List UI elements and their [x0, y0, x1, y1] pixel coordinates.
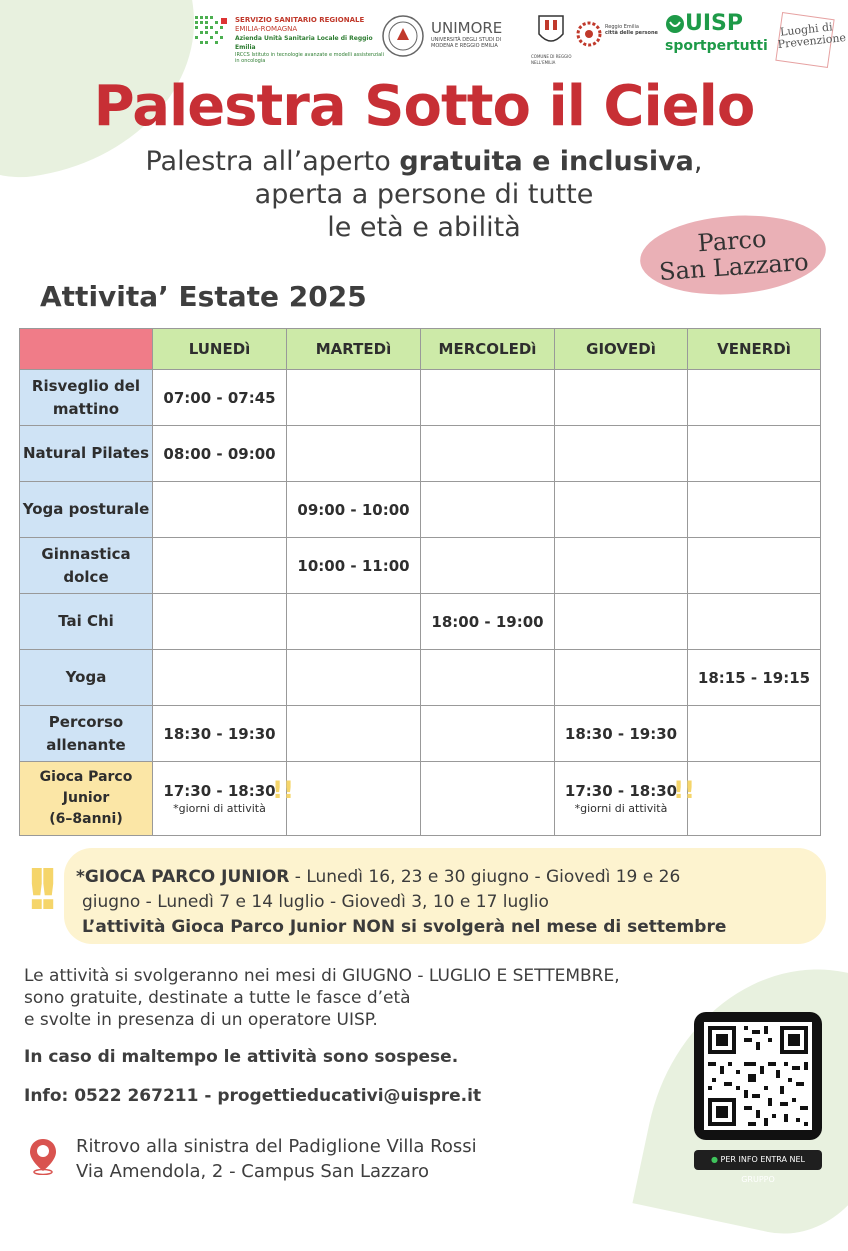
activity-name-line-2: Junior [62, 790, 110, 806]
time-slot: 18:00 - 19:00 [421, 594, 555, 650]
time-slot [421, 706, 555, 762]
schedule-row [20, 426, 821, 482]
time-slot-text: 17:30 - 18:30 [564, 782, 678, 800]
time-slot [555, 482, 688, 538]
contact-info: Info: 0522 267211 - progettieducativi@uispre.it [24, 1086, 482, 1106]
reggio-name: Reggio Emilia [605, 24, 639, 30]
uisp-emblem-icon [665, 14, 685, 34]
subtitle-line-3: le età e abilità [327, 212, 521, 243]
activity-name [20, 370, 153, 426]
time-slot: 09:00 - 10:00 [287, 482, 421, 538]
time-slot [688, 594, 821, 650]
unimore-seal-icon [381, 14, 425, 58]
comune-crest-icon [537, 14, 565, 48]
activity-days-note: *giorni di attività [574, 802, 668, 815]
exclamation-icon: !! [673, 776, 695, 804]
schedule-row-junior [20, 762, 821, 836]
day-header-friday: VENERDì [688, 329, 821, 370]
activity-name [20, 538, 153, 594]
time-slot [153, 594, 287, 650]
subtitle-line-1-end: , [693, 146, 703, 177]
time-slot [555, 426, 688, 482]
time-slot: 08:00 - 09:00 [153, 426, 287, 482]
qr-code[interactable] [694, 1012, 822, 1140]
subtitle-line-1-bold: gratuita e inclusiva [399, 146, 694, 177]
activity-name: Tai Chi [20, 594, 153, 650]
info-paragraph-line-2: sono gratuite, destinate a tutte le fasce d’età [24, 988, 411, 1008]
uisp-name: UISP [685, 11, 744, 36]
activity-name-line-2: dolce [63, 567, 109, 586]
time-slot [555, 650, 688, 706]
meeting-point-line-2: Via Amendola, 2 - Campus San Lazzaro [76, 1161, 429, 1182]
junior-info-line-3: L’attività Gioca Parco Junior NON si svolgerà nel mese di settembre [82, 917, 727, 937]
location-badge-line-2: San Lazzaro [658, 247, 810, 287]
time-slot [287, 706, 421, 762]
time-slot [153, 482, 287, 538]
ssr-name: SERVIZIO SANITARIO REGIONALE [235, 16, 365, 24]
info-paragraph-line-1: Le attività si svolgeranno nei mesi di GIUGNO - LUGLIO E SETTEMBRE, [24, 966, 620, 986]
time-slot [287, 426, 421, 482]
info-paragraph [24, 965, 764, 1031]
activity-name: Yoga [20, 650, 153, 706]
time-slot [688, 538, 821, 594]
logo-bar [195, 10, 847, 72]
section-title: Attivita’ Estate 2025 [40, 280, 367, 313]
uisp-tagline: sportpertutti [665, 38, 768, 54]
schedule-header-row [20, 329, 821, 370]
time-slot: 10:00 - 11:00 [287, 538, 421, 594]
qr-code-pattern [704, 1022, 812, 1130]
day-header-monday: LUNEDì [153, 329, 287, 370]
schedule-row [20, 538, 821, 594]
schedule-row [20, 482, 821, 538]
time-slot [555, 594, 688, 650]
time-slot-junior-thursday [555, 762, 695, 836]
schedule-row [20, 706, 821, 762]
qr-caption-text: PER INFO ENTRA NEL GRUPPO [720, 1155, 805, 1184]
activity-name: Yoga posturale [20, 482, 153, 538]
page-title: Palestra Sotto il Cielo [93, 74, 755, 139]
unimore-sub: UNIVERSITÀ DEGLI STUDI DI MODENA E REGGIO EMILIA [431, 37, 502, 49]
junior-info-dates-1: - Lunedì 16, 23 e 30 giugno - Giovedì 19 e 26 [289, 867, 681, 887]
time-slot: 18:15 - 19:15 [688, 650, 821, 706]
ssr-ausl: Azienda Unità Sanitaria Locale di Reggio Emilia [235, 35, 373, 51]
reggio-dots-icon [575, 20, 603, 48]
weather-notice: In caso di maltempo le attività sono sospese. [24, 1047, 459, 1067]
schedule-corner-cell [20, 329, 153, 370]
time-slot [287, 594, 421, 650]
time-slot: 07:00 - 07:45 [153, 370, 287, 426]
time-slot [688, 370, 821, 426]
time-slot [688, 426, 821, 482]
schedule-row [20, 650, 821, 706]
time-slot [153, 538, 287, 594]
time-slot [153, 650, 287, 706]
luoghi-logo [773, 14, 847, 72]
time-slot [421, 370, 555, 426]
junior-info-line-2: giugno - Lunedì 7 e 14 luglio - Giovedì 3, 10 e 17 luglio [82, 892, 549, 912]
location-badge-line-1: Parco [696, 224, 768, 258]
info-paragraph-line-3: e svolte in presenza di un operatore UISP. [24, 1010, 378, 1030]
time-slot [688, 762, 821, 836]
activity-name-line-2: mattino [52, 399, 120, 418]
activity-name [20, 706, 153, 762]
location-pin-icon [28, 1137, 58, 1175]
junior-info-line-1 [76, 865, 816, 890]
activity-name-line-3: (6–8anni) [49, 811, 123, 827]
comune-name: COMUNE DI REGGIO NELL'EMILIA [531, 54, 572, 65]
time-slot: 18:30 - 19:30 [555, 706, 688, 762]
schedule-row [20, 594, 821, 650]
time-slot [421, 538, 555, 594]
meeting-point-line-1: Ritrovo alla sinistra del Padiglione Villa Rossi [76, 1136, 477, 1157]
time-slot-junior-monday [153, 762, 294, 836]
time-slot [688, 706, 821, 762]
time-slot [421, 482, 555, 538]
time-slot-text: 17:30 - 18:30 [163, 782, 276, 800]
whatsapp-icon: ● [711, 1155, 718, 1164]
day-header-tuesday: MARTEDì [287, 329, 421, 370]
time-slot [688, 482, 821, 538]
activity-name-line-1: Percorso [48, 712, 124, 731]
exclamation-icon: !! [272, 776, 294, 804]
activity-name-line-1: Gioca Parco [39, 769, 133, 785]
day-header-thursday: GIOVEDì [555, 329, 688, 370]
time-slot [287, 762, 421, 836]
time-slot [555, 370, 688, 426]
qr-caption[interactable] [694, 1150, 822, 1184]
activity-name-line-1: Ginnastica [41, 544, 131, 563]
qr-pattern-icon [704, 1022, 812, 1130]
time-slot [555, 538, 688, 594]
time-slot [421, 650, 555, 706]
reggio-tagline: città delle persone [605, 30, 658, 36]
activity-name-line-1: Risveglio del [31, 376, 141, 395]
subtitle-line-2: aperta a persone di tutte [254, 179, 594, 210]
junior-info-lead: *GIOCA PARCO JUNIOR [76, 867, 290, 887]
activity-name [20, 762, 153, 836]
ssr-emblem-icon [195, 16, 229, 50]
time-slot [287, 370, 421, 426]
time-slot [287, 650, 421, 706]
activity-name-line-2: allenante [46, 735, 126, 754]
schedule-table [19, 328, 821, 836]
subtitle-line-1-start: Palestra all’aperto [145, 146, 400, 177]
activity-name: Natural Pilates [20, 426, 153, 482]
unimore-name: UNIMORE [431, 19, 503, 37]
ssr-irccs: IRCCS Istituto in tecnologie avanzate e modelli assistenziali in oncologia [235, 52, 384, 64]
time-slot [421, 762, 555, 836]
junior-info-text [76, 865, 816, 940]
subtitle-line-1 [0, 145, 848, 178]
time-slot: 18:30 - 19:30 [153, 706, 287, 762]
time-slot [421, 426, 555, 482]
luoghi-name: Luoghi di Prevenzione [777, 20, 847, 52]
day-header-wednesday: MERCOLEDì [421, 329, 555, 370]
ssr-region: EMILIA-ROMAGNA [235, 25, 298, 33]
activity-days-note: *giorni di attività [173, 802, 266, 815]
schedule-row [20, 370, 821, 426]
exclamation-icon: !! [24, 858, 48, 923]
